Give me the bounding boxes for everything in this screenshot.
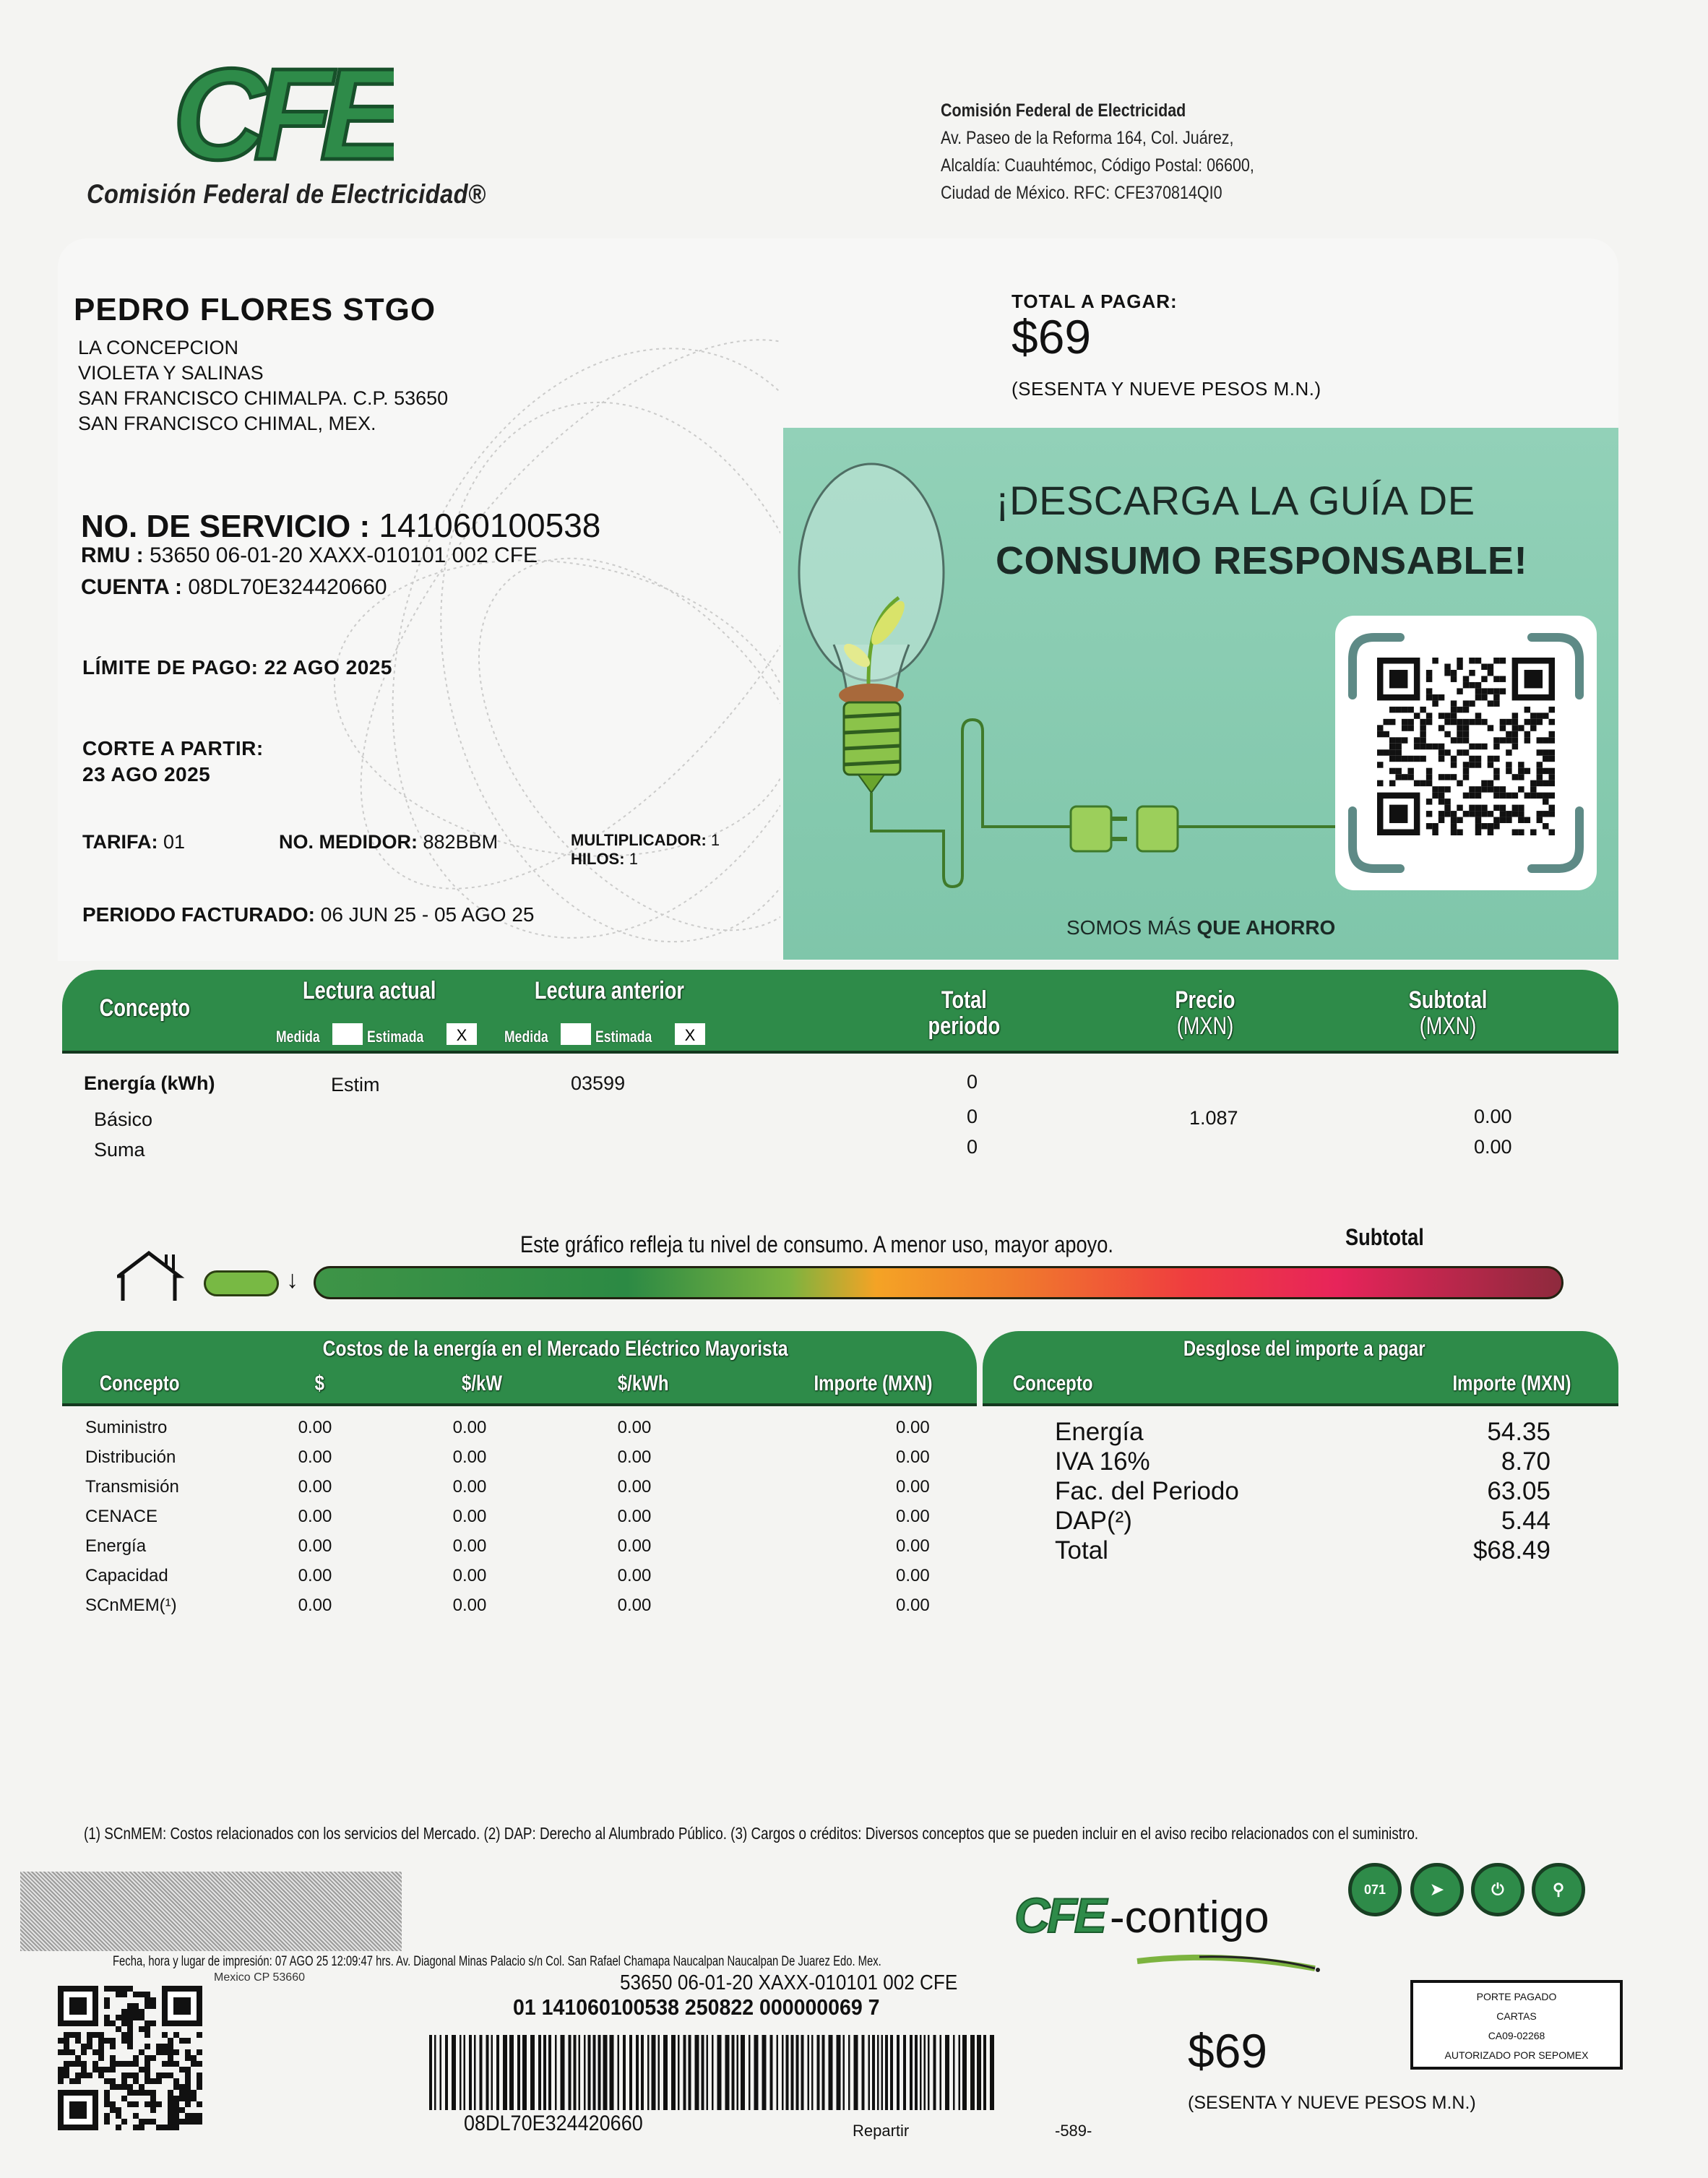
barcode-bar — [770, 2035, 773, 2110]
market-row-value: 0.00 — [617, 1566, 652, 1585]
market-row-concept: Suministro — [85, 1418, 168, 1437]
barcode-bar — [486, 2035, 489, 2110]
reference-line-2: 01 141060100538 250822 000000069 7 — [513, 1994, 880, 2020]
market-row-value: 0.00 — [896, 1507, 930, 1526]
barcode-bar — [811, 2035, 814, 2110]
breakdown-col-importe: Importe (MXN) — [1452, 1372, 1571, 1395]
barcode-bar — [603, 2035, 608, 2110]
market-row-concept: Distribución — [85, 1447, 176, 1467]
tagline-light: SOMOS MÁS — [1066, 916, 1197, 939]
current-measured-label: Medida — [276, 1028, 320, 1046]
barcode-bar — [689, 2035, 691, 2110]
due-date-label: LÍMITE DE PAGO: — [82, 656, 259, 679]
barcode-bar — [522, 2035, 527, 2110]
barcode-bar — [671, 2035, 676, 2110]
contigo-cfe-text: CFE — [1014, 1888, 1104, 1943]
barcode-bar — [509, 2035, 514, 2110]
market-row-value: 0.00 — [617, 1418, 652, 1437]
barcode-bar — [579, 2035, 581, 2110]
barcode-bar — [953, 2035, 955, 2110]
market-costs-header — [62, 1331, 977, 1406]
barcode-bar — [452, 2035, 456, 2110]
barcode-bar — [959, 2035, 961, 2110]
market-row-value: 0.00 — [617, 1447, 652, 1467]
barcode-bar — [561, 2035, 565, 2110]
barcode-bar — [460, 2035, 462, 2110]
market-row-value: 0.00 — [298, 1566, 332, 1585]
row-total: 0 — [967, 1106, 978, 1127]
barcode-text: 08DL70E324420660 — [464, 2112, 643, 2135]
payment-qr-code[interactable] — [58, 1986, 202, 2130]
barcode-bar — [741, 2035, 745, 2110]
contigo-swoosh — [1134, 1951, 1322, 1973]
issuer-block — [941, 97, 1254, 207]
barcode-bar — [491, 2035, 493, 2110]
current-measured-checkbox — [332, 1023, 363, 1045]
meter-value: 882BBM — [423, 831, 499, 853]
total-due-amount: $69 — [1012, 310, 1092, 363]
tariff-label: TARIFA: — [82, 831, 158, 853]
cut-date-label: CORTE A PARTIR: — [82, 737, 264, 759]
print-info-line2: Mexico CP 53660 — [214, 1971, 305, 1984]
service-number-label: NO. DE SERVICIO : — [81, 509, 371, 544]
service-number: 141060100538 — [379, 507, 601, 544]
customer-name: PEDRO FLORES STGO — [74, 292, 436, 327]
account-label: CUENTA : — [81, 575, 182, 599]
due-date-row — [82, 656, 392, 679]
barcode-bar — [725, 2035, 730, 2110]
barcode-bar — [474, 2035, 476, 2110]
market-row-value: 0.00 — [617, 1477, 652, 1497]
postage-line: PORTE PAGADO — [1476, 1991, 1557, 2002]
breakdown-title: Desglose del importe a pagar — [1183, 1337, 1426, 1361]
route-number: -589- — [1055, 2122, 1092, 2140]
multiplier-block — [571, 831, 720, 869]
customer-address — [78, 335, 448, 436]
barcode-bar — [754, 2035, 759, 2110]
wires-value: 1 — [629, 850, 638, 868]
billing-period-row — [82, 903, 535, 926]
phone-071-icon[interactable]: 071 — [1348, 1863, 1402, 1916]
barcode-bar — [924, 2035, 926, 2110]
rmu-value: 53650 06-01-20 XAXX-010101 002 CFE — [150, 543, 538, 567]
barcode-bar — [555, 2035, 557, 2110]
barcode-bar — [885, 2035, 888, 2110]
row-concept: Básico — [94, 1109, 153, 1130]
barcode-bar — [445, 2035, 448, 2110]
security-noise-pattern — [20, 1872, 402, 1951]
breakdown-row-concept: DAP(²) — [1055, 1507, 1132, 1535]
barcode-bar — [933, 2035, 936, 2110]
barcode-bar — [862, 2035, 865, 2110]
col-subtotal-line1: Subtotal — [1408, 986, 1488, 1014]
svg-text:CFE: CFE — [173, 56, 394, 172]
barcode-bar — [970, 2035, 975, 2110]
account-row — [81, 575, 387, 600]
barcode-bar — [593, 2035, 596, 2110]
barcode-bar — [440, 2035, 442, 2110]
breakdown-header — [983, 1331, 1618, 1406]
breakdown-row-concept: IVA 16% — [1055, 1447, 1150, 1476]
market-row-value: 0.00 — [617, 1507, 652, 1526]
market-row-value: 0.00 — [896, 1418, 930, 1437]
stub-amount-words: (SESENTA Y NUEVE PESOS M.N.) — [1188, 2093, 1476, 2113]
market-row-value: 0.00 — [298, 1507, 332, 1526]
barcode-bar — [854, 2035, 858, 2110]
market-row-value: 0.00 — [452, 1566, 487, 1585]
location-pin-icon[interactable]: ⚲ — [1532, 1863, 1585, 1916]
cut-date-row — [82, 736, 264, 788]
delivery-label: Repartir — [853, 2122, 910, 2140]
multiplier-value: 1 — [710, 831, 720, 849]
market-row-value: 0.00 — [617, 1536, 652, 1556]
print-info: Fecha, hora y lugar de impresión: 07 AGO 25 12:09:47 hrs. Av. Diagonal Minas Palacio s/n Col. San Rafael Chamapa Naucalpan Naucalpan De Juarez Edo. Mex. — [113, 1954, 881, 1969]
breakdown-row-amount: 5.44 — [1501, 1507, 1550, 1535]
barcode-bar — [530, 2035, 535, 2110]
meter-label: NO. MEDIDOR: — [279, 831, 418, 853]
barcode-bar — [695, 2035, 699, 2110]
market-row-value: 0.00 — [896, 1596, 930, 1615]
barcode-bar — [618, 2035, 620, 2110]
barcode-bar — [574, 2035, 577, 2110]
telegram-icon[interactable]: ➤ — [1410, 1863, 1464, 1916]
barcode-bar — [610, 2035, 614, 2110]
footnote: (1) SCnMEM: Costos relacionados con los servicios del Mercado. (2) DAP: Derecho al Alumbrado Público. (3) Cargos o créditos: Diversos conceptos que se pueden incluir en el aviso recibo relacionados con el suministro. — [84, 1824, 1419, 1843]
cut-date: 23 AGO 2025 — [82, 763, 211, 785]
breakdown-row-amount: 63.05 — [1487, 1477, 1550, 1505]
address-line: SAN FRANCISCO CHIMAL, MEX. — [78, 413, 376, 434]
postage-line: CA09-02268 — [1488, 2030, 1545, 2041]
col-price-line1: Precio — [1175, 986, 1235, 1014]
barcode-bar — [503, 2035, 507, 2110]
barcode-bar — [848, 2035, 850, 2110]
barcode-bar — [881, 2035, 884, 2110]
issuer-name: Comisión Federal de Electricidad — [941, 100, 1186, 121]
barcode-bar — [641, 2035, 644, 2110]
contigo-text: -contigo — [1110, 1893, 1269, 1942]
barcode-bar — [796, 2035, 799, 2110]
barcode-bar — [464, 2035, 466, 2110]
barcode-bar — [717, 2035, 722, 2110]
payment-barcode[interactable] — [428, 2035, 996, 2110]
barcode-bar — [868, 2035, 871, 2110]
row-previous: 03599 — [571, 1072, 626, 1094]
breakdown-row-amount: 8.70 — [1501, 1447, 1550, 1476]
market-col-importe: Importe (MXN) — [814, 1372, 933, 1395]
market-row-value: 0.00 — [896, 1477, 930, 1497]
market-col-concept: Concepto — [99, 1372, 180, 1395]
market-row-value: 0.00 — [298, 1447, 332, 1467]
multiplier-label: MULTIPLICADOR: — [571, 831, 707, 849]
barcode-bar — [977, 2035, 981, 2110]
barcode-bar — [791, 2035, 794, 2110]
banner-headline-2: CONSUMO RESPONSABLE! — [996, 539, 1528, 582]
barcode-bar — [629, 2035, 632, 2110]
breakdown-row-concept: Fac. del Periodo — [1055, 1477, 1239, 1505]
barcode-bar — [920, 2035, 922, 2110]
barcode-bar — [940, 2035, 942, 2110]
account-value: 08DL70E324420660 — [188, 575, 387, 599]
tariff-row — [82, 831, 185, 853]
barcode-bar — [928, 2035, 930, 2110]
barcode-bar — [683, 2035, 686, 2110]
market-row-value: 0.00 — [896, 1447, 930, 1467]
arrow-down-icon: ↓ — [286, 1266, 298, 1294]
barcode-bar — [777, 2035, 779, 2110]
market-row-concept: SCnMEM(¹) — [85, 1596, 177, 1615]
barcode-bar — [538, 2035, 541, 2110]
row-price: 1.087 — [1189, 1107, 1238, 1129]
postage-box — [1410, 1980, 1623, 2070]
barcode-bar — [707, 2035, 709, 2110]
barcode-bar — [429, 2035, 432, 2110]
address-line: VIOLETA Y SALINAS — [78, 362, 264, 384]
breakdown-row-concept: Energía — [1055, 1418, 1144, 1446]
col-current-reading: Lectura actual — [303, 977, 436, 1004]
barcode-bar — [762, 2035, 767, 2110]
market-col-per-kwh: $/kWh — [617, 1372, 669, 1395]
market-col-per-kw: $/kW — [462, 1372, 503, 1395]
row-concept: Energía (kWh) — [84, 1072, 215, 1094]
market-row-value: 0.00 — [452, 1596, 487, 1615]
current-estimated-checkbox: X — [447, 1023, 477, 1045]
barcode-bar — [910, 2035, 913, 2110]
barcode-bar — [817, 2035, 820, 2110]
barcode-bar — [890, 2035, 893, 2110]
barcode-bar — [623, 2035, 626, 2110]
barcode-bar — [808, 2035, 810, 2110]
market-row-concept: CENACE — [85, 1507, 158, 1526]
consumption-bar-caption: Este gráfico refleja tu nivel de consumo. A menor uso, mayor apoyo. — [520, 1231, 1113, 1257]
col-concept: Concepto — [99, 994, 191, 1022]
col-price — [1175, 987, 1235, 1039]
market-row-value: 0.00 — [896, 1566, 930, 1585]
row-subtotal: 0.00 — [1474, 1136, 1512, 1158]
consumption-gradient-bar — [314, 1266, 1563, 1299]
meter-row — [279, 831, 498, 853]
barcode-bar — [652, 2035, 656, 2110]
wires-label: HILOS: — [571, 850, 625, 868]
breakdown-row-amount: 54.35 — [1487, 1418, 1550, 1446]
due-date: 22 AGO 2025 — [264, 656, 392, 679]
previous-measured-checkbox — [561, 1023, 591, 1045]
barcode-bar — [598, 2035, 601, 2110]
barcode-bar — [543, 2035, 546, 2110]
barcode-bar — [749, 2035, 751, 2110]
barcode-bar — [822, 2035, 825, 2110]
barcode-bar — [872, 2035, 875, 2110]
barcode-bar — [782, 2035, 784, 2110]
col-subtotal-line2: (MXN) — [1419, 1012, 1477, 1040]
cfe-logo — [170, 56, 394, 172]
consumption-level-indicator — [204, 1270, 279, 1296]
service-number-row — [81, 506, 600, 545]
market-row-concept: Energía — [85, 1536, 147, 1556]
barcode-bar — [480, 2035, 483, 2110]
tagline-bold: QUE AHORRO — [1196, 916, 1336, 939]
col-price-line2: (MXN) — [1176, 1012, 1234, 1040]
market-row-value: 0.00 — [452, 1536, 487, 1556]
col-subtotal — [1409, 987, 1488, 1039]
barcode-bar — [434, 2035, 436, 2110]
barcode-bar — [962, 2035, 967, 2110]
address-line: LA CONCEPCION — [78, 337, 239, 358]
col-total-line2: periodo — [928, 1012, 1001, 1040]
previous-measured-label: Medida — [504, 1028, 548, 1046]
barcode-bar — [647, 2035, 650, 2110]
barcode-bar — [737, 2035, 739, 2110]
breakdown-col-concept: Concepto — [1012, 1372, 1093, 1395]
current-estimated-label: Estimada — [367, 1028, 424, 1046]
market-row-value: 0.00 — [896, 1536, 930, 1556]
market-row-value: 0.00 — [452, 1507, 487, 1526]
barcode-bar — [678, 2035, 680, 2110]
market-row-value: 0.00 — [452, 1418, 487, 1437]
market-row-value: 0.00 — [298, 1418, 332, 1437]
billing-period-label: PERIODO FACTURADO: — [82, 903, 315, 926]
banner-qr-code[interactable] — [1335, 616, 1597, 890]
total-due-label: TOTAL A PAGAR: — [1012, 290, 1178, 312]
barcode-bar — [636, 2035, 639, 2110]
barcode-bar — [801, 2035, 804, 2110]
row-subtotal: 0.00 — [1474, 1106, 1512, 1127]
market-col-amount: $ — [314, 1372, 325, 1395]
app-icon[interactable]: ⏻ — [1471, 1863, 1524, 1916]
market-row-value: 0.00 — [298, 1477, 332, 1497]
market-costs-title: Costos de la energía en el Mercado Eléctrico Mayorista — [322, 1337, 788, 1361]
postage-line: AUTORIZADO POR SEPOMEX — [1444, 2049, 1589, 2061]
address-line: SAN FRANCISCO CHIMALPA. C.P. 53650 — [78, 387, 449, 409]
issuer-address-line: Av. Paseo de la Reforma 164, Col. Juárez, — [941, 128, 1234, 148]
barcode-bar — [983, 2035, 986, 2110]
market-row-value: 0.00 — [452, 1477, 487, 1497]
barcode-bar — [584, 2035, 586, 2110]
barcode-bar — [663, 2035, 668, 2110]
previous-estimated-checkbox: X — [675, 1023, 705, 1045]
stub-amount: $69 — [1188, 2024, 1268, 2078]
rmu-row — [81, 543, 538, 568]
barcode-bar — [658, 2035, 660, 2110]
barcode-bar — [469, 2035, 472, 2110]
market-row-value: 0.00 — [298, 1596, 332, 1615]
breakdown-row-concept: Total — [1055, 1536, 1108, 1564]
barcode-bar — [496, 2035, 499, 2110]
barcode-bar — [990, 2035, 994, 2110]
barcode-bar — [903, 2035, 906, 2110]
market-row-concept: Transmisión — [85, 1477, 179, 1497]
barcode-bar — [877, 2035, 879, 2110]
row-concept: Suma — [94, 1139, 145, 1161]
total-due-block — [1012, 290, 1321, 400]
barcode-bar — [945, 2035, 949, 2110]
logo-subtitle: Comisión Federal de Electricidad® — [87, 179, 486, 209]
row-total: 0 — [967, 1071, 978, 1093]
billing-period: 06 JUN 25 - 05 AGO 25 — [320, 903, 535, 926]
barcode-bar — [829, 2035, 833, 2110]
consumption-bar-subtotal-label: Subtotal — [1345, 1224, 1424, 1250]
rmu-label: RMU : — [81, 543, 144, 567]
banner-headline-1: ¡DESCARGA LA GUÍA DE — [996, 478, 1475, 523]
consumption-table-header — [62, 970, 1618, 1054]
tariff-value: 01 — [163, 831, 186, 853]
market-row-value: 0.00 — [452, 1447, 487, 1467]
previous-estimated-label: Estimada — [595, 1028, 652, 1046]
postage-line: CARTAS — [1496, 2010, 1537, 2022]
barcode-bar — [702, 2035, 704, 2110]
barcode-bar — [837, 2035, 841, 2110]
breakdown-row-amount: $68.49 — [1472, 1536, 1550, 1564]
cfe-contigo-logo — [1014, 1888, 1269, 1944]
barcode-bar — [786, 2035, 789, 2110]
row-current: Estim — [331, 1074, 380, 1096]
banner-tagline — [1066, 916, 1335, 939]
barcode-bar — [569, 2035, 572, 2110]
barcode-bar — [732, 2035, 735, 2110]
row-total: 0 — [967, 1136, 978, 1158]
col-total-line1: Total — [941, 986, 987, 1014]
barcode-bar — [843, 2035, 845, 2110]
issuer-address-line: Alcaldía: Cuauhtémoc, Código Postal: 06600, — [941, 155, 1254, 176]
total-due-words: (SESENTA Y NUEVE PESOS M.N.) — [1012, 378, 1321, 400]
barcode-bar — [897, 2035, 900, 2110]
market-row-concept: Capacidad — [85, 1566, 168, 1585]
col-previous-reading: Lectura anterior — [534, 977, 684, 1004]
reference-line-1: 53650 06-01-20 XAXX-010101 002 CFE — [620, 1971, 958, 1994]
barcode-bar — [517, 2035, 520, 2110]
issuer-address-line: Ciudad de México. RFC: CFE370814QI0 — [941, 183, 1222, 203]
col-total-period — [928, 987, 1000, 1039]
market-row-value: 0.00 — [298, 1536, 332, 1556]
house-icon — [117, 1250, 194, 1302]
barcode-bar — [588, 2035, 591, 2110]
barcode-bar — [548, 2035, 551, 2110]
barcode-bar — [915, 2035, 918, 2110]
barcode-bar — [712, 2035, 714, 2110]
market-row-value: 0.00 — [617, 1596, 652, 1615]
